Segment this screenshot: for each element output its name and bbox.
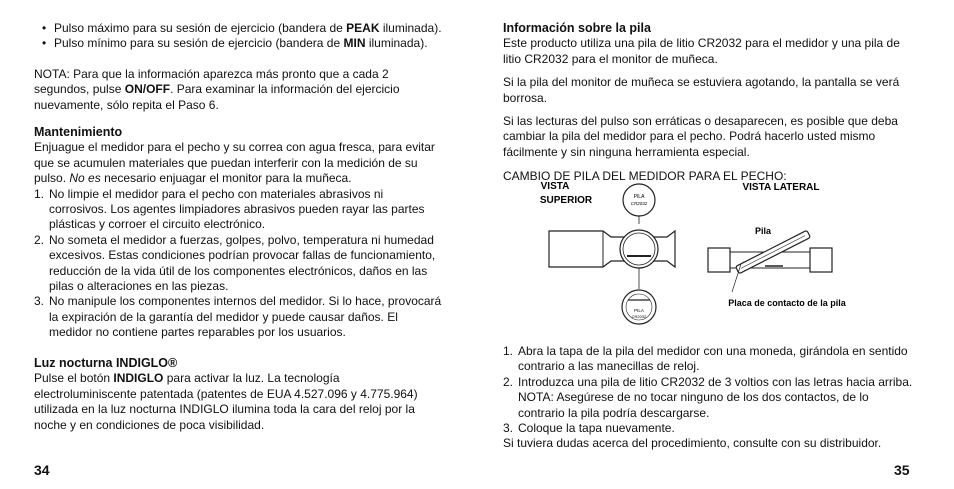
- battery-paragraph-2: Si la pila del monitor de muñeca se estuviera agotando, la pantalla se verá borrosa.: [503, 75, 900, 105]
- maintenance-section: [34, 125, 444, 341]
- label-pila: Pila: [754, 226, 772, 236]
- label-vista-superior-2: SUPERIOR: [539, 195, 593, 206]
- note-paragraph: NOTA: Para que la información aparezca más pronto que a cada 2 segundos, pulse ON/OFF. Para examinar la información del ejercicio nuevamente, sólo repita el Paso 6.: [34, 67, 400, 112]
- bullet-min: • Pulso mínimo para su sesión de ejercicio (bandera de MIN iluminada).: [42, 36, 428, 51]
- step-2: 2. Introduzca una pila de litio CR2032 de 3 voltios con las letras hacia arriba. NOTA: Asegúrese de no tocar ninguno de los dos contactos, de lo contrario la pila podría descargarse.: [503, 374, 913, 420]
- indiglo-title: Luz nocturna INDIGLO®: [34, 356, 178, 370]
- step-3: 3. Coloque la tapa nuevamente.: [503, 421, 675, 436]
- circle-bottom-label-2: CR2032: [631, 314, 647, 319]
- label-placa-contacto: Placa de contacto de la pila: [728, 298, 846, 308]
- page-number-right: 35: [894, 462, 910, 478]
- bullet-peak: • Pulso máximo para su sesión de ejercicio (bandera de PEAK iluminada).: [42, 21, 442, 35]
- monitor-side-view: [708, 230, 832, 273]
- monitor-top-view: [549, 230, 675, 268]
- circle-bottom-label-1: PILA: [634, 308, 644, 313]
- maintenance-title: Mantenimiento: [34, 125, 123, 139]
- battery-bottom-circle: [622, 290, 656, 324]
- bullet-list: [34, 21, 454, 52]
- maintenance-intro: Enjuague el medidor para el pecho y su correa con agua fresca, para evitar que se acumulen materiales que puedan interferir con la medición de su pulso. No es necesario enjuagar el monitor para la muñeca.: [34, 140, 435, 186]
- maintenance-item-3: 3. No manipule los componentes internos del medidor. Si lo hace, provocará la expiración de la garantía del medidor y puede causar daños. El medidor no contiene partes reparables por los usuarios.: [34, 294, 442, 340]
- battery-paragraph-1: Este producto utiliza una pila de litio CR2032 para el medidor y una pila de litio CR2032 para el monitor de muñeca.: [503, 36, 900, 66]
- page-number-left: 34: [34, 462, 50, 478]
- battery-info-section: [503, 21, 913, 185]
- circle-top-label-1: PILA: [633, 194, 645, 200]
- label-vista-lateral: VISTA LATERAL: [742, 182, 820, 193]
- battery-title: Información sobre la pila: [503, 21, 651, 35]
- step-1: 1. Abra la tapa de la pila del medidor con una moneda, girándola en sentido contrario a las manecillas de reloj.: [503, 344, 908, 374]
- maintenance-item-2: 2. No someta el medidor a fuerzas, golpes, polvo, temperatura ni humedad excesivos. Estas condiciones podrían provocar fallas de funcionamiento, reducción de la vida útil de los componentes electrónicos, daños en las pilas o alteraciones en las piezas.: [34, 232, 436, 294]
- maintenance-item-1: 1. No limpie el medidor para el pecho con materiales abrasivos ni corrosivos. Los agentes limpiadores abrasivos pueden rayar las partes plásticas y corroer el circuito electrónico.: [34, 186, 425, 232]
- battery-top-circle: [623, 184, 655, 216]
- closing-line: Si tuviera dudas acerca del procedimiento, consulte con su distribuidor.: [503, 436, 882, 451]
- steps-section: [503, 344, 913, 452]
- label-vista-superior-1: VISTA: [540, 181, 570, 192]
- indiglo-paragraph: Pulse el botón INDIGLO para activar la luz. La tecnología electroluminiscente patentada (patentes de EUA 4.527.096 y 4.775.964) utilizada en la luz nocturna INDIGLO ilumina toda la cara del reloj por la noche y en condiciones de poca visibilidad.: [34, 371, 418, 432]
- circle-top-label-2: CR2032: [630, 201, 648, 206]
- battery-diagram: [503, 176, 913, 336]
- indiglo-section: [34, 356, 439, 433]
- battery-paragraph-3: Si las lecturas del pulso son erráticas o desaparecen, es posible que deba cambiar la pila del medidor para el pecho. Podrá hacerlo usted mismo fácilmente y sin ninguna herramienta especial.: [503, 114, 898, 159]
- battery-change-heading: CAMBIO DE PILA DEL MEDIDOR PARA EL PECHO:: [503, 169, 787, 184]
